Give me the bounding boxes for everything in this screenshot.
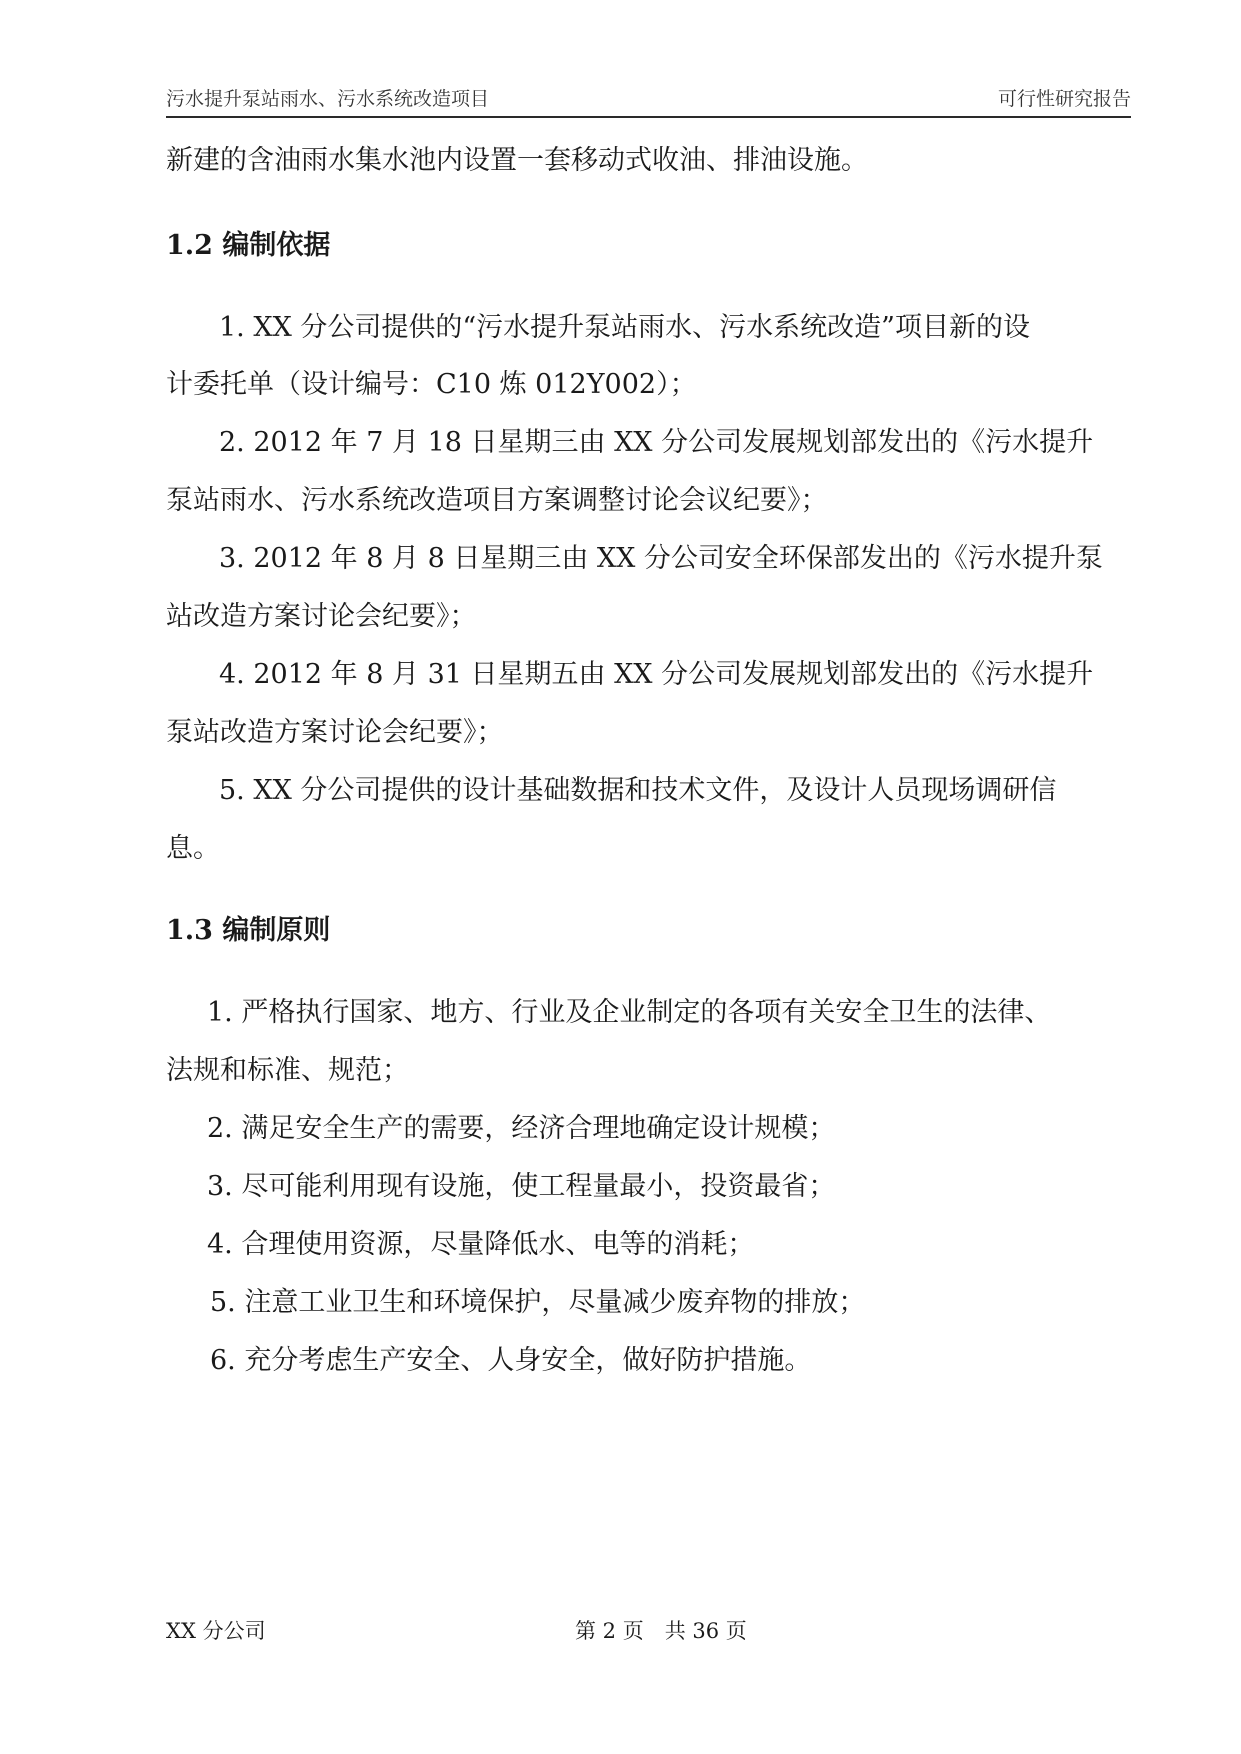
header-project-title: 污水提升泵站雨水、污水系统改造项目 — [166, 88, 490, 110]
section-heading-1-3: 1.3 编制原则 — [166, 915, 331, 946]
intro-paragraph: 新建的含油雨水集水池内设置一套移动式收油、排油设施。 — [166, 145, 868, 176]
basis-item-2-line-1: 2. 2012 年 7 月 18 日星期三由 XX 分公司发展规划部发出的《污水提升 — [219, 427, 1094, 458]
basis-item-3-line-1: 3. 2012 年 8 月 8 日星期三由 XX 分公司安全环保部发出的《污水提升泵 — [219, 543, 1103, 574]
principle-item-1-line-1: 1. 严格执行国家、地方、行业及企业制定的各项有关安全卫生的法律、 — [207, 997, 1052, 1028]
principle-item-1-line-2: 法规和标准、规范； — [166, 1055, 409, 1086]
basis-item-1-line-2: 计委托单（设计编号：C10 炼 012Y002）； — [166, 369, 697, 400]
basis-item-2-line-2: 泵站雨水、污水系统改造项目方案调整讨论会议纪要》； — [166, 485, 828, 516]
basis-item-3-line-2: 站改造方案讨论会纪要》； — [166, 601, 477, 632]
basis-item-5-line-1: 5. XX 分公司提供的设计基础数据和技术文件，及设计人员现场调研信 — [219, 775, 1057, 806]
page-header — [166, 86, 1131, 118]
basis-item-1-line-1: 1. XX 分公司提供的“污水提升泵站雨水、污水系统改造”项目新的设 — [219, 312, 1030, 343]
footer-page-number: 第 2 页 共 36 页 — [575, 1619, 747, 1643]
principle-item-3: 3. 尽可能利用现有设施，使工程量最小，投资最省； — [207, 1171, 836, 1202]
footer-company: XX 分公司 — [166, 1619, 266, 1643]
basis-item-4-line-2: 泵站改造方案讨论会纪要》； — [166, 717, 504, 748]
basis-item-5-line-2: 息。 — [166, 833, 220, 864]
basis-item-4-line-1: 4. 2012 年 8 月 31 日星期五由 XX 分公司发展规划部发出的《污水提升 — [219, 659, 1094, 690]
header-report-type: 可行性研究报告 — [997, 88, 1131, 110]
principle-item-6: 6. 充分考虑生产安全、人身安全，做好防护措施。 — [210, 1345, 812, 1376]
principle-item-5: 5. 注意工业卫生和环境保护，尽量减少废弃物的排放； — [210, 1287, 866, 1318]
section-heading-1-2: 1.2 编制依据 — [166, 230, 331, 261]
principle-item-2: 2. 满足安全生产的需要，经济合理地确定设计规模； — [207, 1113, 836, 1144]
principle-item-4: 4. 合理使用资源，尽量降低水、电等的消耗； — [207, 1229, 755, 1260]
